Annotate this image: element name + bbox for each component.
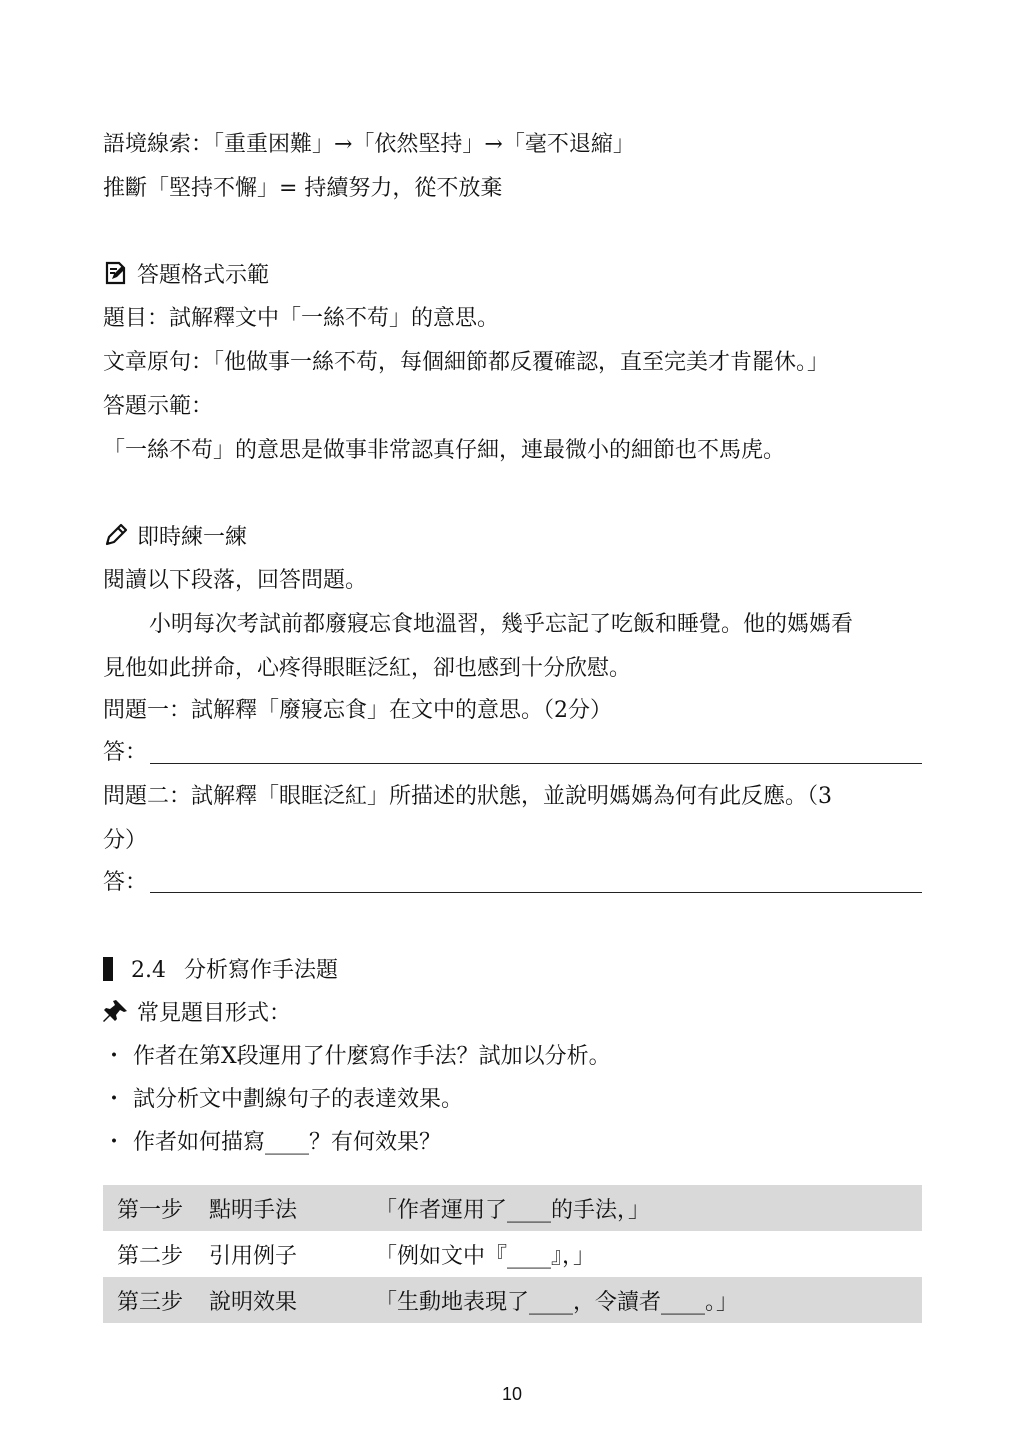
- action-cell: 說明效果: [209, 1289, 298, 1315]
- step-cell: 第三步: [117, 1289, 184, 1315]
- answer-one-line[interactable]: [150, 763, 922, 764]
- demo-source-sentence: 文章原句：「他做事一絲不苟，每個細節都反覆確認，直至完美才肯罷休。」: [103, 350, 830, 375]
- practice-instruction: 閱讀以下段落，回答問題。: [103, 568, 368, 593]
- pencil-icon: [103, 522, 129, 548]
- section-title: 分析寫作手法題: [184, 958, 339, 983]
- question-one: 問題一：試解釋「廢寢忘食」在文中的意思。（2分）: [103, 698, 612, 723]
- answer-one-label: 答：: [103, 740, 148, 765]
- template-cell: 「生動地表現了____，令讀者____。」: [375, 1289, 739, 1315]
- list-item: [103, 1085, 463, 1115]
- inference-line: 推斷「堅持不懈」= 持續努力，從不放棄: [103, 176, 503, 201]
- template-cell: 「作者運用了____的手法，」: [375, 1197, 651, 1223]
- table-row: [103, 1231, 922, 1277]
- demo-answer-text: 「一絲不苟」的意思是做事非常認真仔細，連最微小的細節也不馬虎。: [103, 438, 786, 463]
- list-item-text: 試分析文中劃線句子的表達效果。: [133, 1087, 464, 1112]
- passage-line-2: 見他如此拼命，心疼得眼眶泛紅，卻也感到十分欣慰。: [103, 656, 632, 681]
- demo-answer-label: 答題示範：: [103, 394, 214, 419]
- format-demo-heading: [103, 260, 269, 291]
- table-row: [103, 1185, 922, 1231]
- practice-title: 即時練一練: [137, 525, 248, 550]
- section-marker: [103, 957, 113, 981]
- context-clues-line: 語境線索：「重重困難」→「依然堅持」→「毫不退縮」: [103, 132, 635, 157]
- bullet: ・: [103, 1087, 126, 1112]
- step-cell: 第一步: [117, 1197, 184, 1223]
- list-item-text: 作者在第X段運用了什麼寫作手法？試加以分析。: [133, 1044, 611, 1069]
- section-heading: [103, 956, 338, 986]
- pushpin-icon: [103, 998, 129, 1024]
- question-two-line-1: 問題二：試解釋「眼眶泛紅」所描述的狀態，並說明媽媽為何有此反應。（3: [103, 784, 832, 809]
- template-cell: 「例如文中『____』，」: [375, 1243, 596, 1269]
- practice-heading: [103, 522, 247, 553]
- bullet: ・: [103, 1044, 126, 1069]
- passage-line-1: 小明每次考試前都廢寢忘食地溫習，幾乎忘記了吃飯和睡覺。他的媽媽看: [149, 612, 854, 637]
- page-number: 10: [501, 1384, 523, 1404]
- action-cell: 引用例子: [209, 1243, 298, 1269]
- answer-two-label: 答：: [103, 870, 148, 895]
- list-item-text: 作者如何描寫____？有何效果？: [133, 1130, 442, 1155]
- question-two-line-2: 分）: [103, 828, 148, 853]
- demo-question: 題目：試解釋文中「一絲不苟」的意思。: [103, 306, 500, 331]
- common-forms-label: 常見題目形式：: [137, 1001, 292, 1026]
- answer-two-line[interactable]: [150, 892, 922, 893]
- step-cell: 第二步: [117, 1243, 184, 1269]
- common-forms-heading: [103, 998, 291, 1029]
- table-row: [103, 1277, 922, 1323]
- edit-document-icon: [103, 260, 129, 286]
- section-number: 2.4: [131, 958, 166, 983]
- steps-table: [103, 1185, 922, 1323]
- list-item: [103, 1042, 611, 1072]
- bullet: ・: [103, 1130, 126, 1155]
- action-cell: 點明手法: [209, 1197, 298, 1223]
- list-item: [103, 1128, 441, 1158]
- format-demo-title: 答題格式示範: [137, 263, 270, 288]
